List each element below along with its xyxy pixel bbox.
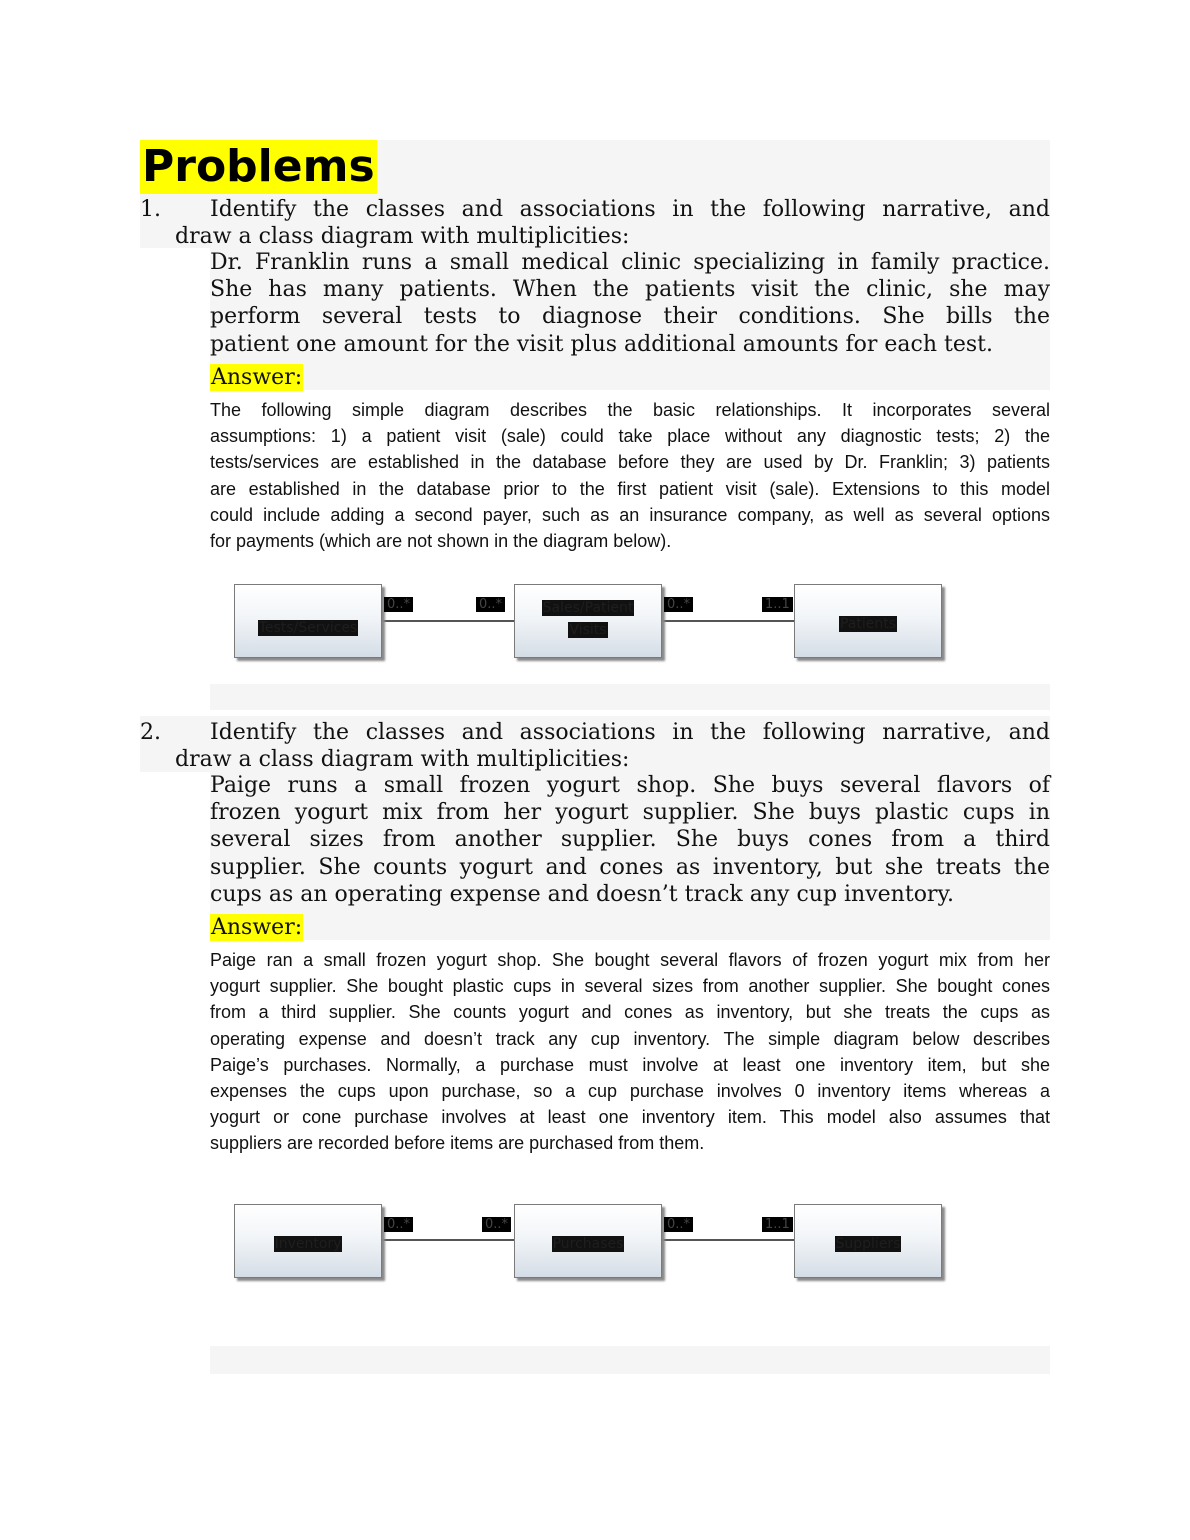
answer-label: Answer: [211,915,303,940]
multiplicity-label: 0..* [482,1217,511,1232]
class-name: Inventory [274,1236,342,1252]
problem-prompt-line: draw a class diagram with multiplicities: [175,224,630,249]
class-box-suppliers [794,1204,942,1278]
class-name: Sales/Patient [542,600,634,616]
problem-1-narrative [210,249,1050,358]
class-box-inventory [234,1204,382,1278]
class-box-patients [794,584,942,658]
explanation-line: for payments (which are not shown in the diagram below). [210,530,672,551]
problem-prompt-line: draw a class diagram with multiplicities: [175,747,630,772]
problem-prompt-line: Identify the classes and associations in the following narrative, and [210,197,1050,222]
narrative-line: patient one amount for the visit plus additional amounts for each test. [210,331,993,357]
explanation-line: operating expense and doesn’t track any cup inventory. The simple diagram below describes [210,1028,1050,1049]
class-name: Suppliers [835,1236,901,1252]
explanation-line: assumptions: 1) a patient visit (sale) could take place without any diagnostic tests; 2) the [210,426,1050,447]
multiplicity-label: 1..1 [762,1217,793,1232]
class-name: Patients [839,616,897,632]
problem-2-explanation [210,947,1050,1157]
problem-2-prompt [140,719,1050,773]
narrative-line: Paige runs a small frozen yogurt shop. She buys several flavors of [210,773,1050,798]
multiplicity-label: 0..* [476,597,505,612]
multiplicity-label: 0..* [384,597,413,612]
answer-label: Answer: [211,365,303,390]
class-name: Tests/Services [258,620,358,636]
class-name: Visits [569,622,607,638]
shaded-band [210,684,1050,710]
explanation-line: Paige ran a small frozen yogurt shop. She bought several flavors of frozen yogurt mix from her [210,950,1050,970]
narrative-line: several sizes from another supplier. She buys cones from a third [210,827,1050,853]
shaded-band [210,1346,1050,1374]
explanation-line: suppliers are recorded before items are purchased from them. [210,1133,705,1154]
narrative-line: supplier. She counts yogurt and cones as inventory, but she treats the [210,854,1050,880]
explanation-line: Paige’s purchases. Normally, a purchase must involve at least one inventory item, but she [210,1054,1050,1075]
problem-prompt-line: Identify the classes and associations in the following narrative, and [210,720,1050,745]
page-title: Problems [142,141,375,192]
explanation-line: could include adding a second payer, such as an insurance company, as well as several options [210,504,1050,525]
class-box-sales-patient-visits [514,584,662,658]
narrative-line: Dr. Franklin runs a small medical clinic specializing in family practice. [210,250,1050,275]
multiplicity-label: 0..* [664,1217,693,1232]
problem-2-narrative [210,772,1050,908]
class-diagram-1 [232,580,958,666]
narrative-line: frozen yogurt mix from her yogurt supplier. She buys plastic cups in [210,800,1050,826]
multiplicity-label: 1..1 [762,597,793,612]
explanation-line: are established in the database prior to the first patient visit (sale). Extensions to this model [210,478,1050,499]
narrative-line: She has many patients. When the patients visit the clinic, she may [210,277,1050,303]
explanation-line: yogurt or cone purchase involves at least one inventory item. This model also assumes that [210,1107,1050,1128]
problem-1-prompt [140,196,1050,250]
narrative-line: cups as an operating expense and doesn’t track any cup inventory. [210,881,954,907]
explanation-line: yogurt supplier. She bought plastic cups in several sizes from another supplier. She bought cones [210,976,1050,997]
problem-number: 2. [140,720,161,745]
multiplicity-label: 0..* [664,597,693,612]
problem-number: 1. [140,197,161,222]
explanation-line: The following simple diagram describes the basic relationships. It incorporates several [210,400,1050,420]
explanation-line: expenses the cups upon purchase, so a cup purchase involves 0 inventory items whereas a [210,1080,1050,1101]
class-box-tests-services [234,584,382,658]
multiplicity-label: 0..* [384,1217,413,1232]
narrative-line: perform several tests to diagnose their conditions. She bills the [210,304,1050,330]
explanation-line: tests/services are established in the database before they are used by Dr. Franklin; 3) patients [210,452,1050,473]
class-diagram-2 [232,1200,958,1286]
explanation-line: from a third supplier. She counts yogurt and cones as inventory, but she treats the cups as [210,1002,1050,1023]
class-name: Purchases [552,1236,624,1252]
problem-1-explanation [210,397,1050,554]
class-box-purchases [514,1204,662,1278]
